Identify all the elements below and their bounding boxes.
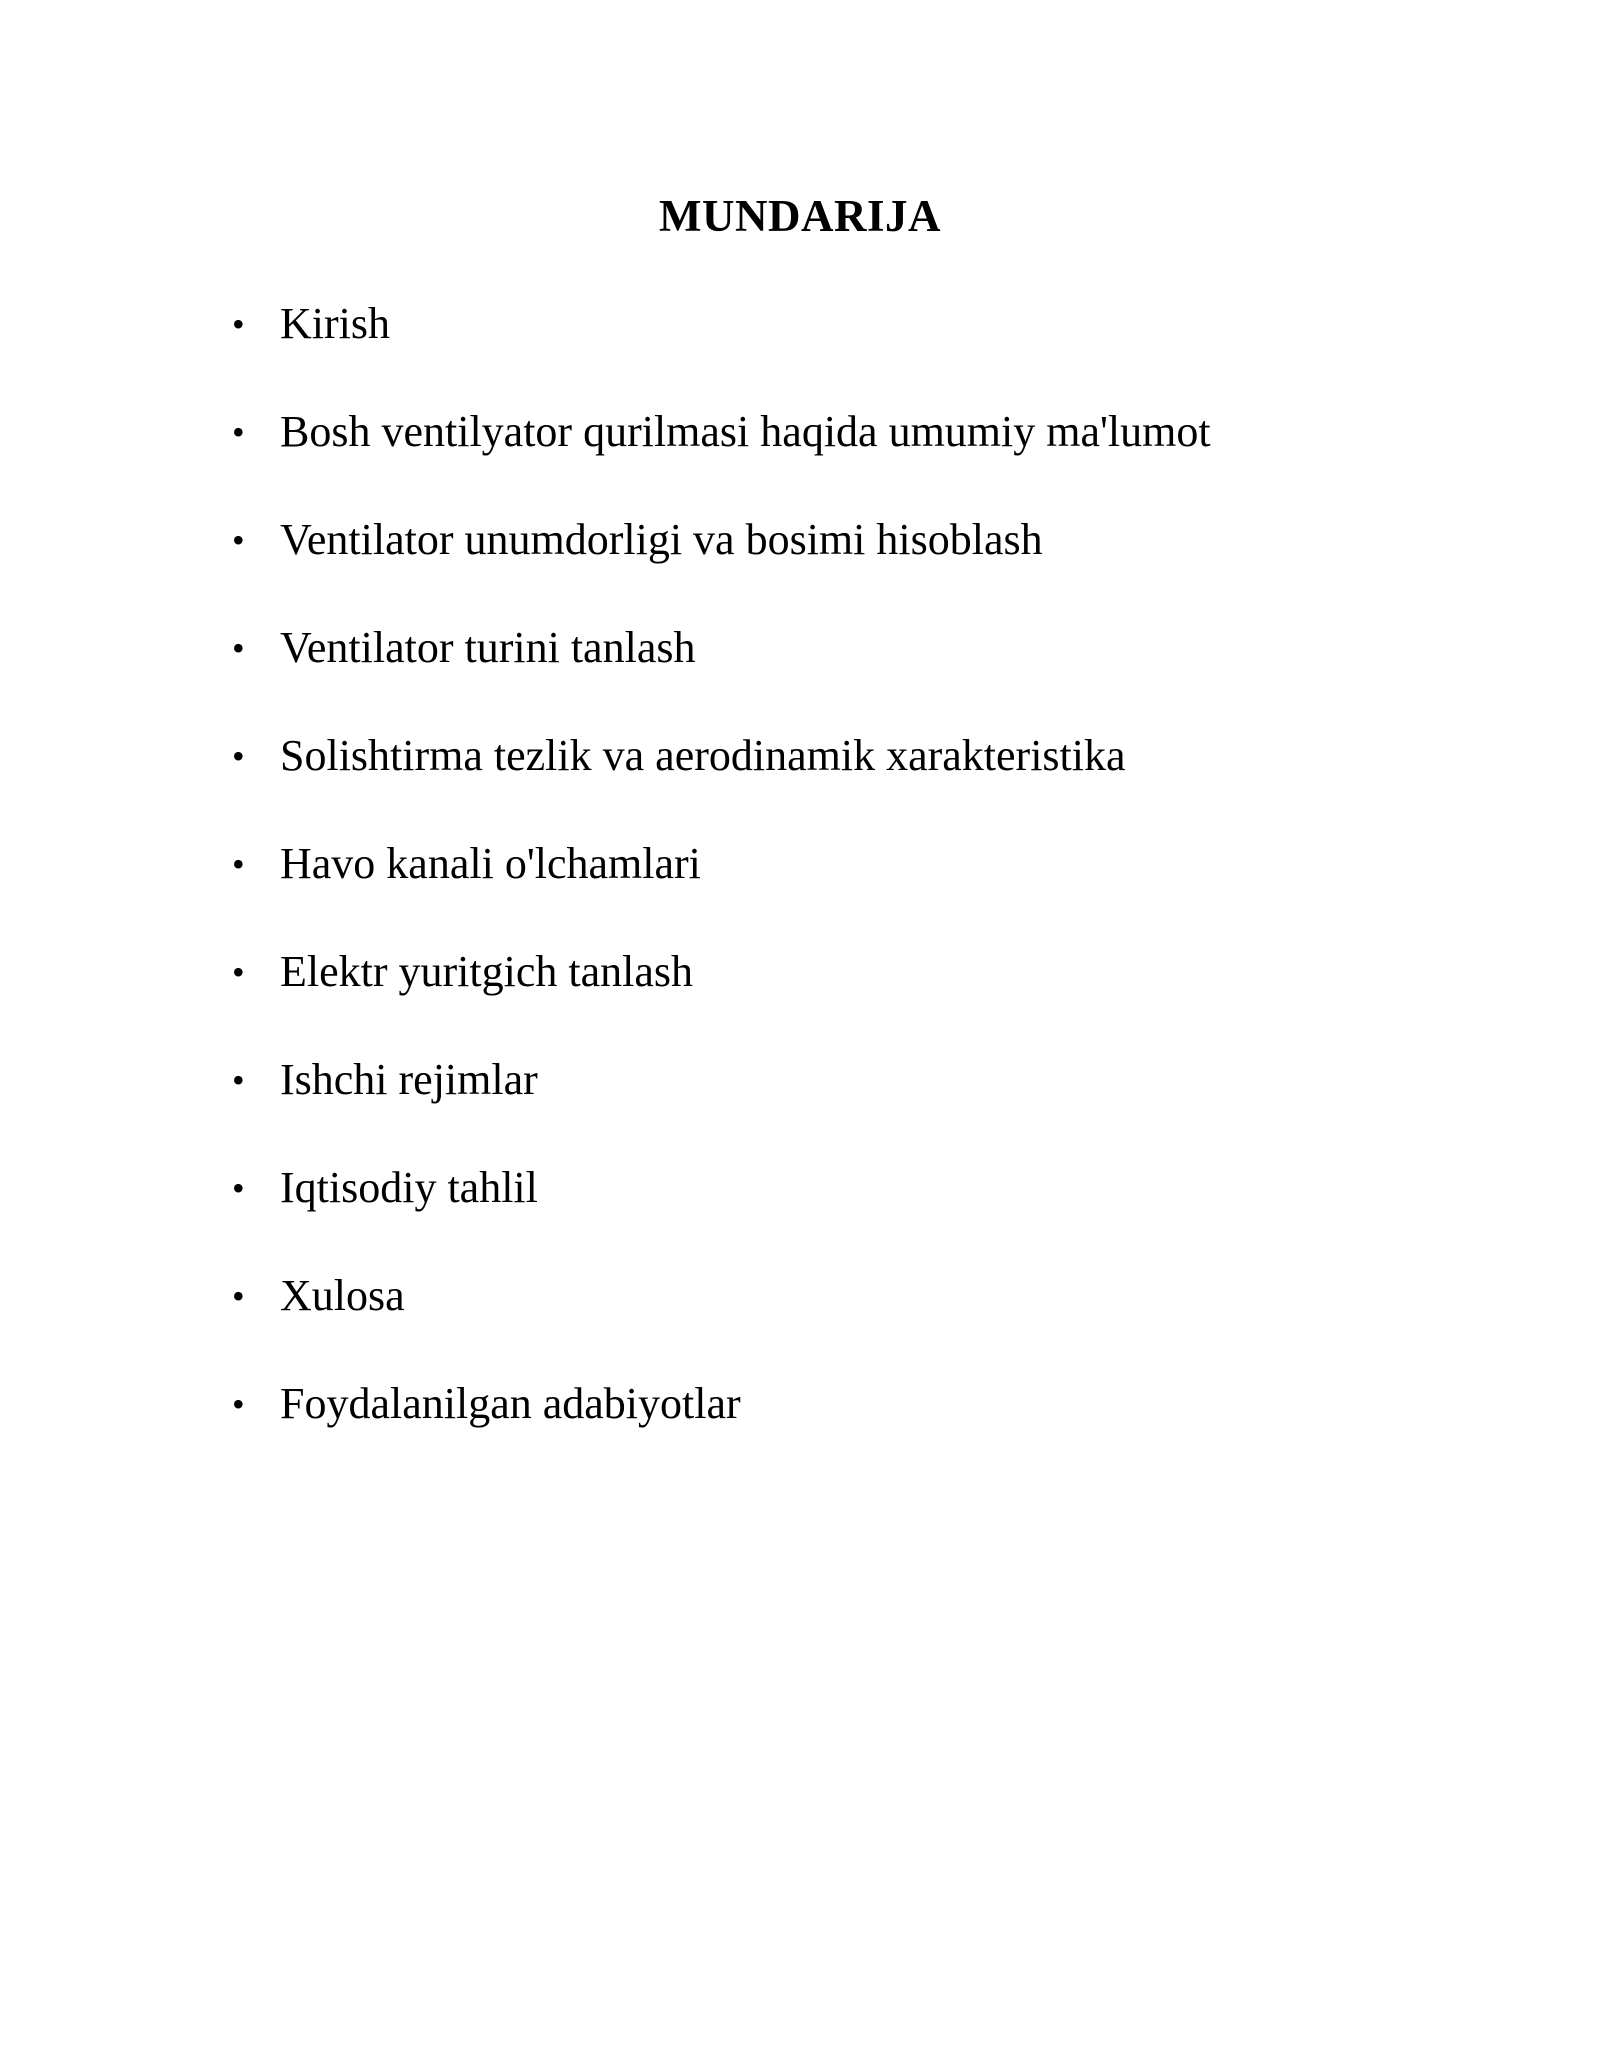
- bullet-icon: •: [232, 412, 245, 452]
- bullet-icon: •: [232, 844, 245, 884]
- bullet-icon: •: [232, 520, 245, 560]
- bullet-icon: •: [232, 1168, 245, 1208]
- toc-item-label: Ventilator turini tanlash: [280, 623, 696, 672]
- bullet-icon: •: [232, 1384, 245, 1424]
- toc-item-label: Foydalanilgan adabiyotlar: [280, 1379, 741, 1428]
- bullet-icon: •: [232, 1276, 245, 1316]
- toc-item-label: Bosh ventilyator qurilmasi haqida umumiy ma'lumot: [280, 407, 1211, 456]
- toc-item-label: Solishtirma tezlik va aerodinamik xarakteristika: [280, 731, 1126, 780]
- page-title: MUNDARIJA: [659, 191, 941, 241]
- toc-item-label: Xulosa: [280, 1271, 405, 1320]
- toc-item-label: Iqtisodiy tahlil: [280, 1163, 538, 1212]
- bullet-icon: •: [232, 736, 245, 776]
- toc-item-label: Elektr yuritgich tanlash: [280, 947, 693, 996]
- bullet-icon: •: [232, 304, 245, 344]
- toc-item-label: Ishchi rejimlar: [280, 1055, 538, 1104]
- toc-item-label: Kirish: [280, 299, 390, 348]
- toc-item-label: Havo kanali o'lchamlari: [280, 839, 701, 888]
- bullet-icon: •: [232, 628, 245, 668]
- bullet-icon: •: [232, 1060, 245, 1100]
- toc-item-label: Ventilator unumdorligi va bosimi hisoblash: [280, 515, 1043, 564]
- bullet-icon: •: [232, 952, 245, 992]
